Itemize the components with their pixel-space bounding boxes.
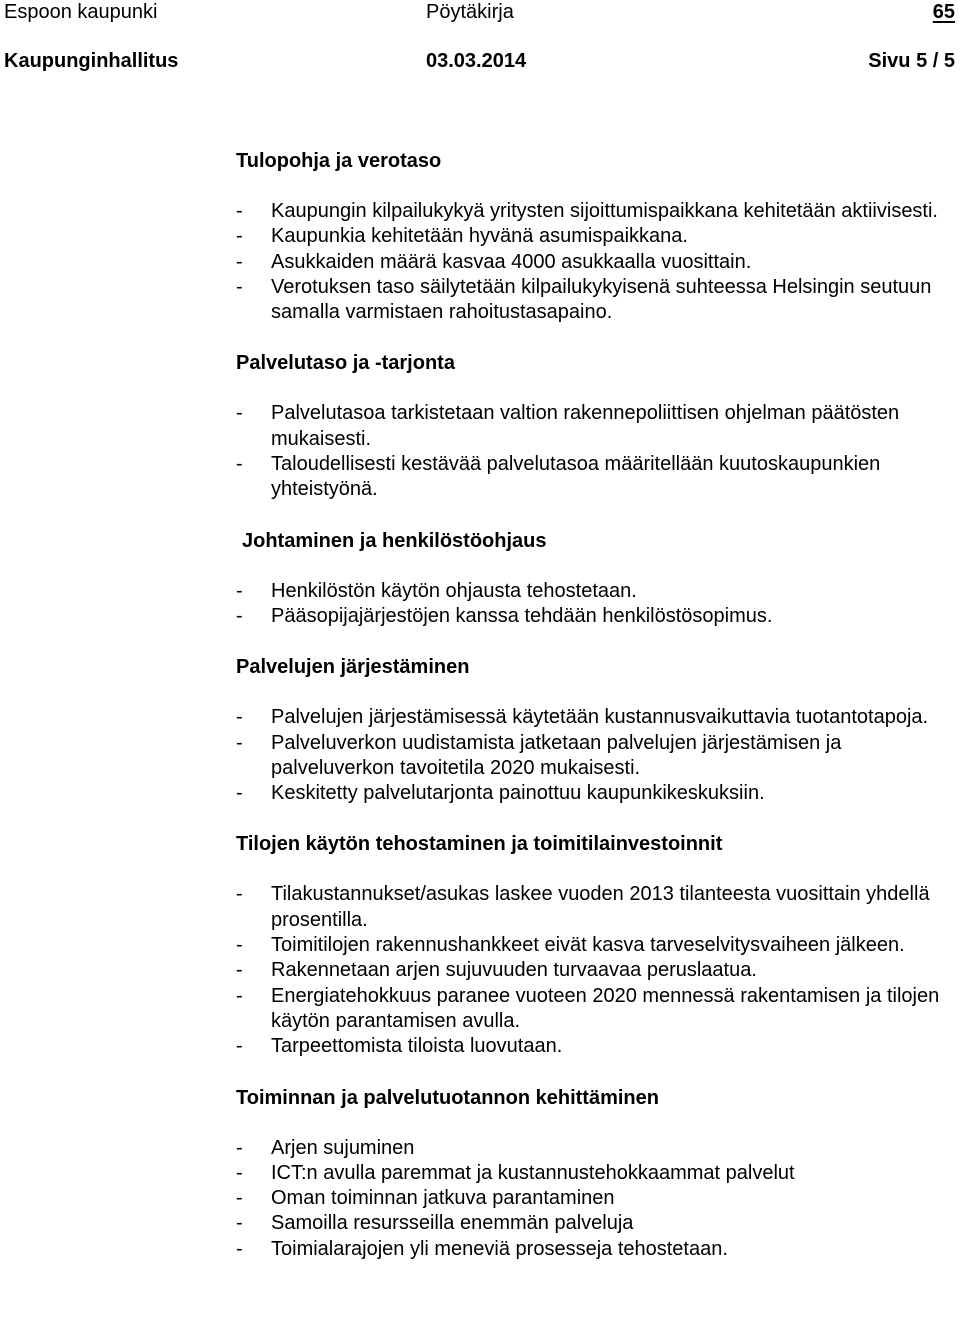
document-body <box>236 148 960 1262</box>
list-item: - Palvelutasoa tarkistetaan valtion rakennepoliittisen ohjelman päätösten mukaisesti. <box>236 401 960 452</box>
list-item: - Oman toiminnan jatkuva parantaminen <box>236 1186 960 1211</box>
governing-body: Kaupunginhallitus <box>4 50 179 72</box>
list-item: - Palveluverkon uudistamista jatketaan palvelujen järjestämisen ja palveluverkon tavoitetila 2020 mukaisesti. <box>236 731 960 782</box>
section-title: Tilojen käytön tehostaminen ja toimitilainvestoinnit <box>236 833 723 856</box>
list-item: - Samoilla resursseilla enemmän palveluja <box>236 1211 960 1236</box>
section-number: 65 <box>932 1 955 23</box>
section-tulopohja <box>236 148 960 325</box>
bullet-list <box>236 199 960 325</box>
list-item: - Henkilöstön käytön ohjausta tehostetaan. <box>236 579 960 604</box>
section-title: Palvelutaso ja -tarjonta <box>236 352 455 375</box>
list-item: - Kaupunkia kehitetään hyvänä asumispaikkana. <box>236 224 960 249</box>
list-item: - Toimialarajojen yli meneviä prosesseja tehostetaan. <box>236 1237 960 1262</box>
page-indicator: Sivu 5 / 5 <box>868 50 955 72</box>
list-item: - Tilakustannukset/asukas laskee vuoden 2013 tilanteesta vuosittain yhdellä prosentilla. <box>236 882 960 933</box>
page-header <box>0 0 960 80</box>
list-item: - Toimitilojen rakennushankkeet eivät kasva tarveselvitysvaiheen jälkeen. <box>236 933 960 958</box>
bullet-list <box>236 401 960 502</box>
section-palvelutaso <box>236 350 960 502</box>
list-item: - ICT:n avulla paremmat ja kustannustehokkaammat palvelut <box>236 1161 960 1186</box>
section-tilojen-kaytto <box>236 831 960 1059</box>
bullet-list <box>236 579 960 630</box>
section-palvelujen-jarjestaminen <box>236 654 960 806</box>
list-item: - Asukkaiden määrä kasvaa 4000 asukkaalla vuosittain. <box>236 250 960 275</box>
section-title: Palvelujen järjestäminen <box>236 656 470 679</box>
list-item: - Verotuksen taso säilytetään kilpailukykyisenä suhteessa Helsingin seutuun samalla varmistaen rahoitustasapaino. <box>236 275 960 326</box>
org-name: Espoon kaupunki <box>4 1 158 23</box>
list-item: - Energiatehokkuus paranee vuoteen 2020 mennessä rakentamisen ja tilojen käytön parantamisen avulla. <box>236 984 960 1035</box>
list-item: - Kaupungin kilpailukykyä yritysten sijoittumispaikkana kehitetään aktiivisesti. <box>236 199 960 224</box>
section-title: Toiminnan ja palvelutuotannon kehittäminen <box>236 1086 659 1109</box>
list-item: - Arjen sujuminen <box>236 1136 960 1161</box>
list-item: - Taloudellisesti kestävää palvelutasoa määritellään kuutoskaupunkien yhteistyönä. <box>236 452 960 503</box>
list-item: - Keskitetty palvelutarjonta painottuu kaupunkikeskuksiin. <box>236 781 960 806</box>
list-item: - Pääsopijajärjestöjen kanssa tehdään henkilöstösopimus. <box>236 604 960 629</box>
section-title: Johtaminen ja henkilöstöohjaus <box>242 529 547 552</box>
meeting-date: 03.03.2014 <box>426 50 527 72</box>
bullet-list <box>236 705 960 806</box>
section-johtaminen <box>236 528 960 630</box>
list-item: - Palvelujen järjestämisessä käytetään kustannusvaikuttavia tuotantotapoja. <box>236 705 960 730</box>
bullet-list <box>236 882 960 1059</box>
section-title: Tulopohja ja verotaso <box>236 150 442 172</box>
bullet-list <box>236 1136 960 1262</box>
list-item: - Rakennetaan arjen sujuvuuden turvaavaa peruslaatua. <box>236 958 960 983</box>
list-item: - Tarpeettomista tiloista luovutaan. <box>236 1034 960 1059</box>
document-type: Pöytäkirja <box>426 1 514 23</box>
section-toiminnan-kehittaminen <box>236 1085 960 1262</box>
